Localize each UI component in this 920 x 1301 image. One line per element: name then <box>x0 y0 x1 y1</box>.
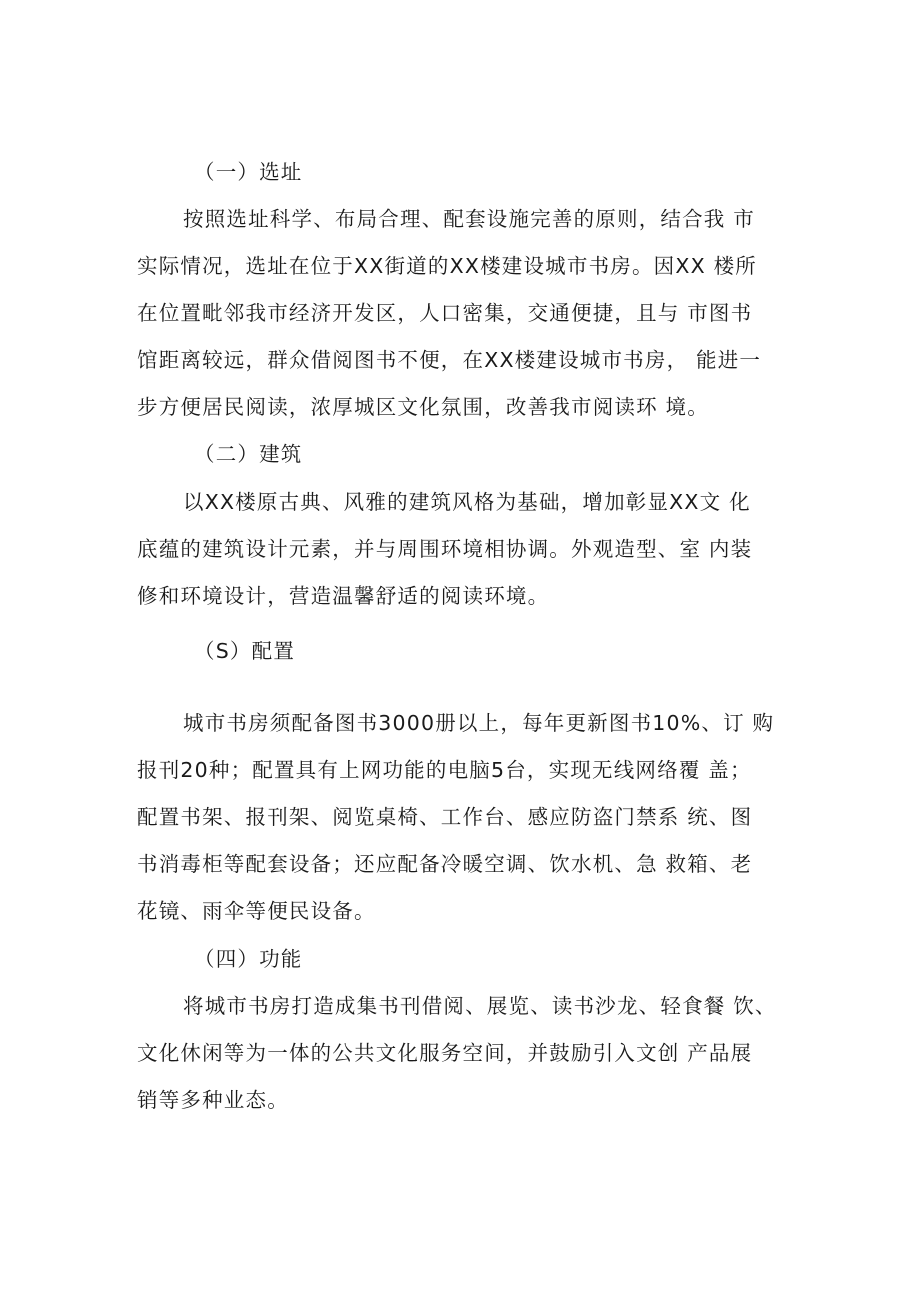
paragraph-line: 按照选址科学、布局合理、配套设施完善的原则，结合我 市 <box>183 207 755 231</box>
paragraph-line: 将城市书房打造成集书刊借阅、展览、读书沙龙、轻食餐 饮、 <box>183 994 777 1018</box>
section-heading-configuration: （S）配置 <box>194 639 296 663</box>
paragraph-line: 销等多种业态。 <box>137 1088 289 1112</box>
paragraph-line: 报刊20种；配置具有上网功能的电脑5台，实现无线网络覆 盖； <box>137 758 752 782</box>
paragraph-line: 实际情况，选址在位于XX街道的XX楼建设城市书房。因XX 楼所 <box>137 254 757 278</box>
section-heading-function: （四）功能 <box>194 947 303 971</box>
paragraph-line: 在位置毗邻我市经济开发区，人口密集，交通便捷，且与 市图书 <box>137 301 753 325</box>
paragraph-line: 底蕴的建筑设计元素，并与周围环境相协调。外观造型、室 内装 <box>137 537 753 561</box>
section-heading-building: （二）建筑 <box>194 442 303 466</box>
paragraph-line: 城市书房须配备图书3000册以上，每年更新图书10%、订 购 <box>183 711 775 735</box>
section-heading-site: （一）选址 <box>194 160 303 184</box>
paragraph-line: 馆距离较远，群众借阅图书不便，在XX楼建设城市书房， 能进一 <box>137 348 762 372</box>
paragraph-line: 配置书架、报刊架、阅览桌椅、工作台、感应防盗门禁系 统、图 <box>137 805 753 829</box>
paragraph-line: 花镜、雨伞等便民设备。 <box>137 899 376 923</box>
paragraph-line: 修和环境设计，营造温馨舒适的阅读环境。 <box>137 584 550 608</box>
paragraph-line: 以XX楼原古典、风雅的建筑风格为基础，增加彰显XX文 化 <box>183 490 751 514</box>
paragraph-line: 步方便居民阅读，浓厚城区文化氛围，改善我市阅读环 境。 <box>137 395 709 419</box>
paragraph-line: 文化休闲等为一体的公共文化服务空间，并鼓励引入文创 产品展 <box>137 1041 753 1065</box>
paragraph-line: 书消毒柜等配套设备；还应配备冷暖空调、饮水机、急 救箱、老 <box>137 852 753 876</box>
